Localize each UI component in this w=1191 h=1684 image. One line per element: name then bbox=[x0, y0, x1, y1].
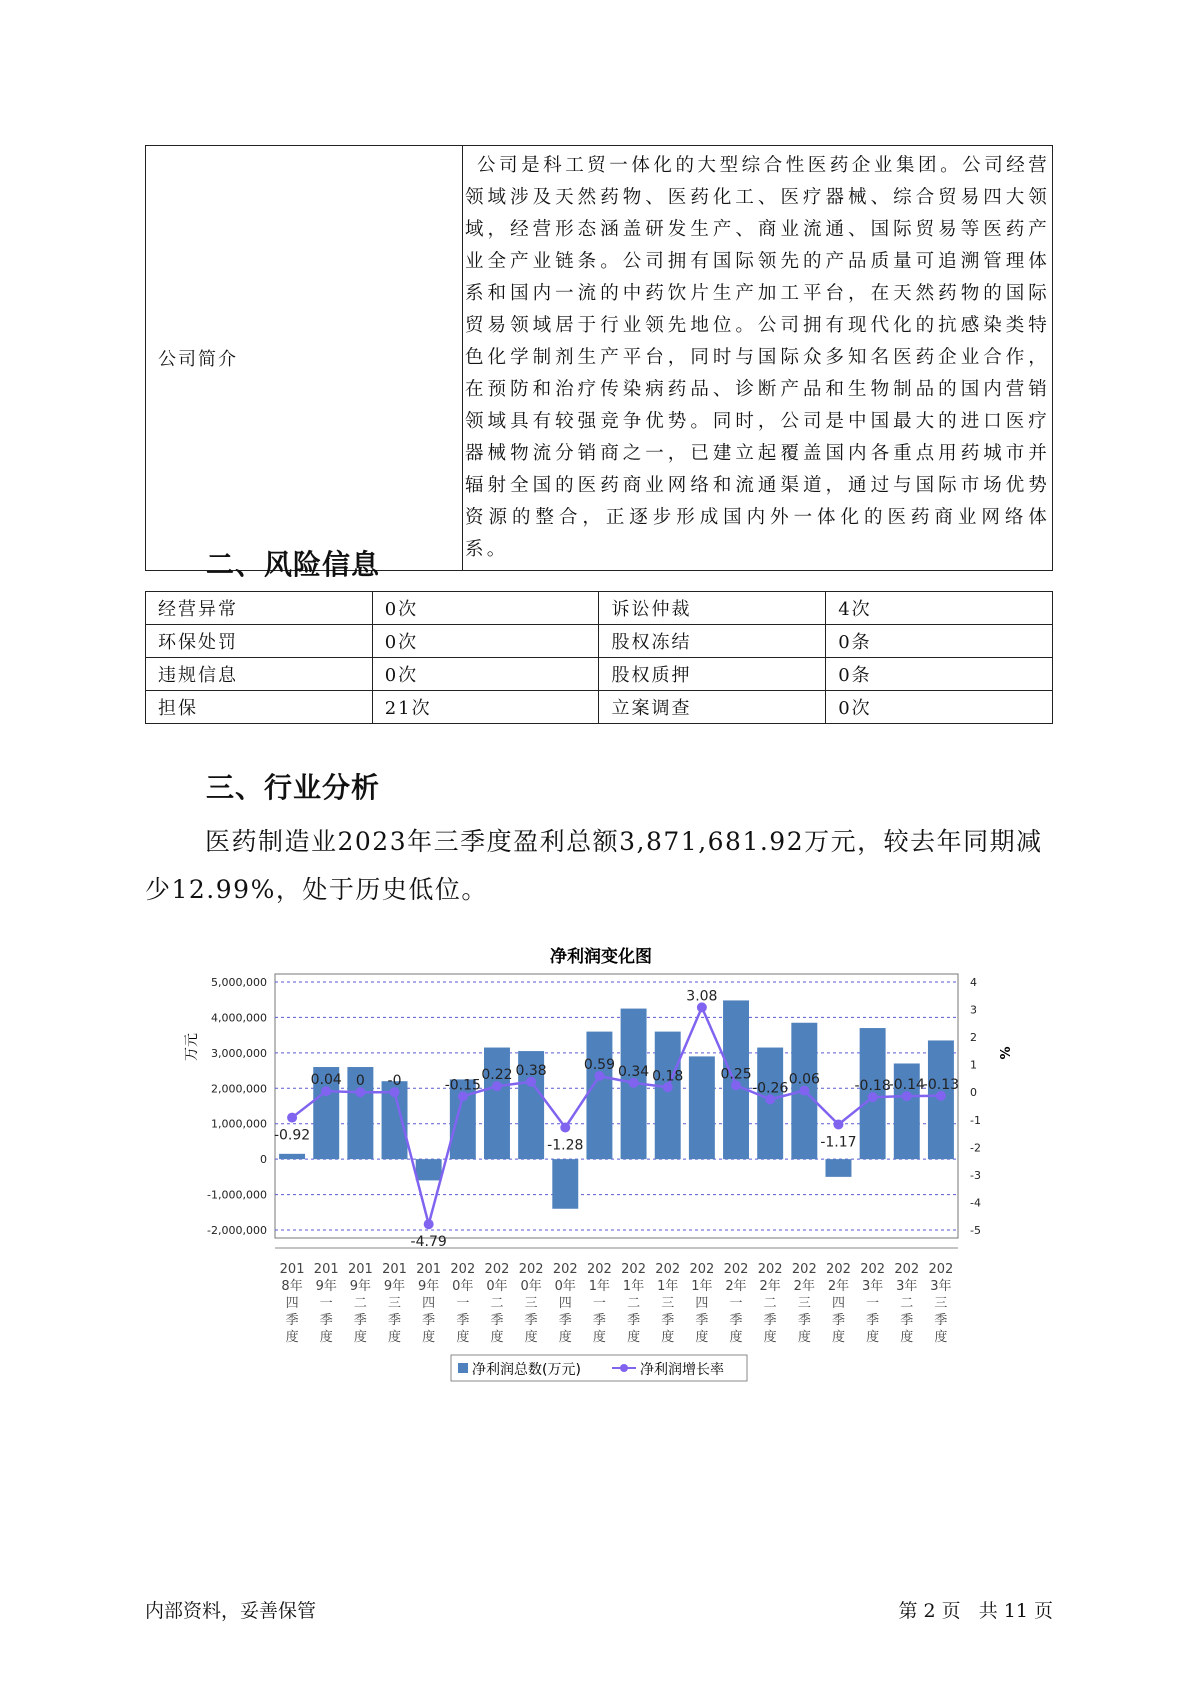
risk-label: 股权质押 bbox=[599, 658, 826, 691]
risk-value: 0次 bbox=[372, 625, 599, 658]
risk-label: 经营异常 bbox=[146, 592, 373, 625]
x-tick-label: 季 bbox=[592, 1313, 606, 1328]
x-tick-label: 9年 bbox=[383, 1279, 406, 1294]
x-tick-label: 三 bbox=[934, 1296, 948, 1311]
x-tick-label: 2年 bbox=[725, 1279, 747, 1294]
x-tick-label: 一 bbox=[456, 1296, 470, 1311]
risk-value: 0次 bbox=[826, 691, 1053, 724]
x-tick-label: 度 bbox=[319, 1330, 333, 1345]
risk-value: 0条 bbox=[826, 658, 1053, 691]
x-tick-label: 季 bbox=[900, 1313, 914, 1328]
x-tick-label: 季 bbox=[524, 1313, 538, 1328]
y-tick-label: 3,000,000 bbox=[211, 1046, 267, 1060]
x-tick-label: 度 bbox=[456, 1330, 470, 1345]
line-point bbox=[424, 1219, 434, 1229]
legend-bar-label: 净利润总数(万元) bbox=[472, 1362, 581, 1378]
x-tick-label: 度 bbox=[490, 1330, 504, 1345]
x-tick-label: 季 bbox=[353, 1313, 367, 1328]
x-tick-label: 度 bbox=[729, 1330, 743, 1345]
bar bbox=[552, 1159, 578, 1209]
y-axis bbox=[207, 976, 267, 1237]
y2-tick-label: -2 bbox=[970, 1141, 981, 1155]
risk-value: 0次 bbox=[372, 658, 599, 691]
x-tick-label: 季 bbox=[388, 1313, 402, 1328]
risk-value: 0条 bbox=[826, 625, 1053, 658]
data-label: 0.04 bbox=[310, 1072, 342, 1089]
x-tick-label: 季 bbox=[558, 1313, 572, 1328]
table-row bbox=[146, 592, 1053, 625]
bar bbox=[484, 1048, 510, 1160]
x-tick-label: 度 bbox=[661, 1330, 675, 1345]
x-tick-label: 202 bbox=[723, 1262, 749, 1277]
x-tick-label: 0年 bbox=[452, 1279, 474, 1294]
net-profit-chart bbox=[0, 930, 1191, 1400]
x-tick-label: 季 bbox=[763, 1313, 777, 1328]
x-tick-label: 9年 bbox=[418, 1279, 440, 1294]
x-tick-label: 8年 bbox=[281, 1279, 303, 1294]
footer-left: 内部资料，妥善保管 bbox=[145, 1600, 317, 1622]
x-tick-label: 季 bbox=[934, 1313, 948, 1328]
bar bbox=[279, 1154, 305, 1159]
y-tick-label: 1,000,000 bbox=[211, 1117, 267, 1131]
y-tick-label: 2,000,000 bbox=[211, 1082, 267, 1096]
x-tick-label: 四 bbox=[422, 1296, 436, 1311]
x-tick-label: 201 bbox=[382, 1262, 407, 1277]
y-tick-label: -1,000,000 bbox=[207, 1188, 267, 1202]
legend-line-label: 净利润增长率 bbox=[640, 1362, 724, 1378]
x-tick-label: 一 bbox=[866, 1296, 880, 1311]
x-tick-label: 201 bbox=[279, 1262, 305, 1277]
line-point bbox=[287, 1113, 297, 1123]
data-label: 0.22 bbox=[481, 1067, 513, 1084]
y2-tick-label: 2 bbox=[970, 1031, 977, 1045]
data-label: -0.26 bbox=[752, 1080, 789, 1097]
x-tick-label: 0年 bbox=[520, 1279, 542, 1294]
plot-frame bbox=[275, 974, 958, 1238]
x-tick-label: 度 bbox=[866, 1330, 880, 1345]
data-label: 0.25 bbox=[720, 1066, 752, 1083]
data-label: -0.13 bbox=[922, 1076, 960, 1093]
line-point bbox=[833, 1119, 843, 1129]
x-tick-label: 季 bbox=[456, 1313, 470, 1328]
x-tick-label: 一 bbox=[729, 1296, 743, 1311]
x-tick-label: 季 bbox=[422, 1313, 436, 1328]
risk-value: 0次 bbox=[372, 592, 599, 625]
risk-section-title: 二、风险信息 bbox=[206, 548, 381, 581]
data-label: 0.18 bbox=[652, 1068, 684, 1085]
industry-paragraph: 医药制造业2023年三季度盈利总额3,871,681.92万元，较去年同期减少12.99%，处于历史低位。 bbox=[145, 827, 1043, 904]
profile-label: 公司简介 bbox=[146, 146, 463, 571]
y2-tick-label: 0 bbox=[970, 1086, 977, 1100]
data-label: -0.18 bbox=[854, 1078, 891, 1095]
y2-tick-label: -4 bbox=[970, 1196, 981, 1210]
x-tick-label: 度 bbox=[388, 1330, 402, 1345]
y2-axis-label: % bbox=[999, 1046, 1014, 1060]
x-tick-label: 度 bbox=[353, 1330, 367, 1345]
x-tick-label: 2年 bbox=[827, 1279, 850, 1294]
data-label: 0.59 bbox=[583, 1056, 616, 1073]
profile-text: 公司是科工贸一体化的大型综合性医药企业集团。公司经营领域涉及天然药物、医药化工、医疗器械、综合贸易四大领域，经营形态涵盖研发生产、商业流通、国际贸易等医药产业全产业链条。公司拥有国际领先的产品质量可追溯管理体系和国内一流的中药饮片生产加工平台，在天然药物的国际贸易领域居于行业领先地位。公司拥有现代化的抗感染类特色化学制剂生产平台，同时与国际众多知名医药企业合作，在预防和治疗传染病药品、诊断产品和生物制品的国内营销领域具有较强竞争优势。同时，公司是中国最大的进口医疗器械物流分销商之一，已建立起覆盖国内各重点用药城市并辐射全国的医药商业网络和流通渠道，通过与国际市场优势资源的整合，正逐步形成国内外一体化的医药商业网络体系。 bbox=[463, 146, 1053, 571]
x-tick-label: 季 bbox=[729, 1313, 743, 1328]
legend-line-marker bbox=[620, 1364, 628, 1372]
x-tick-label: 二 bbox=[900, 1296, 914, 1311]
x-tick-label: 2年 bbox=[759, 1279, 781, 1294]
x-tick-label: 201 bbox=[313, 1262, 339, 1277]
x-tick-label: 度 bbox=[695, 1330, 709, 1345]
line-point bbox=[560, 1122, 570, 1132]
x-tick-label: 202 bbox=[587, 1262, 612, 1277]
x-tick-label: 度 bbox=[285, 1330, 299, 1345]
x-tick-label: 202 bbox=[689, 1262, 715, 1277]
x-tick-label: 度 bbox=[900, 1330, 914, 1345]
table-row bbox=[146, 625, 1053, 658]
x-tick-label: 202 bbox=[791, 1262, 817, 1277]
data-label: 0 bbox=[355, 1073, 365, 1090]
x-tick-label: 3年 bbox=[896, 1279, 918, 1294]
x-tick-label: 202 bbox=[655, 1262, 681, 1277]
x-tick-label: 季 bbox=[661, 1313, 675, 1328]
x-tick-label: 季 bbox=[627, 1313, 641, 1328]
x-tick-label: 度 bbox=[934, 1330, 948, 1345]
page-number: 第 2 页 共 11 页 bbox=[898, 1600, 1053, 1622]
x-tick-label: 9年 bbox=[315, 1279, 337, 1294]
x-tick-label: 一 bbox=[592, 1296, 606, 1311]
x-tick-label: 202 bbox=[484, 1262, 510, 1277]
x-tick-label: 202 bbox=[894, 1262, 920, 1277]
y-tick-label: 5,000,000 bbox=[211, 976, 267, 989]
x-tick-label: 1年 bbox=[588, 1279, 611, 1294]
data-label: -0.14 bbox=[888, 1077, 925, 1094]
x-tick-label: 季 bbox=[695, 1313, 709, 1328]
x-tick-label: 季 bbox=[831, 1313, 845, 1328]
x-tick-label: 201 bbox=[347, 1262, 373, 1277]
x-tick-label: 季 bbox=[797, 1313, 811, 1328]
x-tick-label: 1年 bbox=[622, 1279, 645, 1294]
x-tick-label: 202 bbox=[860, 1262, 886, 1277]
bar bbox=[825, 1159, 851, 1177]
x-tick-label: 202 bbox=[552, 1262, 578, 1277]
x-tick-label: 二 bbox=[627, 1296, 641, 1311]
x-tick-label: 1年 bbox=[691, 1279, 713, 1294]
line-series bbox=[274, 988, 959, 1250]
y-tick-label: 0 bbox=[260, 1153, 267, 1167]
bar bbox=[689, 1056, 715, 1159]
y2-tick-label: 3 bbox=[970, 1003, 977, 1017]
x-tick-label: 度 bbox=[763, 1330, 777, 1345]
x-tick-label: 三 bbox=[661, 1296, 675, 1311]
legend-bar-swatch bbox=[458, 1363, 468, 1373]
data-label: 0.38 bbox=[515, 1062, 547, 1079]
x-tick-label: 9年 bbox=[349, 1279, 372, 1294]
x-tick-label: 2年 bbox=[793, 1279, 815, 1294]
risk-label: 立案调查 bbox=[599, 691, 826, 724]
x-tick-label: 三 bbox=[524, 1296, 538, 1311]
y2-axis bbox=[970, 976, 981, 1237]
data-label: -4.79 bbox=[410, 1234, 447, 1251]
x-tick-label: 三 bbox=[797, 1296, 811, 1311]
x-tick-label: 四 bbox=[831, 1296, 845, 1311]
x-tick-label: 四 bbox=[558, 1296, 572, 1311]
y2-tick-label: 1 bbox=[970, 1058, 977, 1072]
risk-label: 诉讼仲裁 bbox=[599, 592, 826, 625]
x-tick-label: 202 bbox=[757, 1262, 783, 1277]
x-tick-label: 0年 bbox=[486, 1279, 508, 1294]
x-tick-label: 202 bbox=[621, 1262, 646, 1277]
x-tick-label: 季 bbox=[490, 1313, 504, 1328]
x-tick-label: 度 bbox=[422, 1330, 436, 1345]
data-label: -0.92 bbox=[273, 1127, 311, 1144]
y-axis-label: 万元 bbox=[184, 1033, 200, 1061]
risk-table bbox=[145, 591, 1053, 724]
data-label: -1.28 bbox=[547, 1137, 584, 1154]
x-tick-label: 度 bbox=[558, 1330, 572, 1345]
x-tick-label: 二 bbox=[353, 1296, 367, 1311]
data-label: 0.34 bbox=[617, 1063, 650, 1080]
x-tick-label: 202 bbox=[518, 1262, 544, 1277]
x-tick-label: 季 bbox=[866, 1313, 880, 1328]
chart-grid bbox=[275, 974, 958, 1238]
risk-value: 21次 bbox=[372, 691, 599, 724]
table-row bbox=[146, 658, 1053, 691]
x-tick-label: 一 bbox=[319, 1296, 333, 1311]
x-tick-label: 度 bbox=[831, 1330, 845, 1345]
y2-tick-label: -5 bbox=[970, 1224, 981, 1237]
x-tick-label: 季 bbox=[319, 1313, 333, 1328]
y2-tick-label: 4 bbox=[970, 976, 977, 989]
x-tick-label: 二 bbox=[490, 1296, 504, 1311]
x-tick-label: 201 bbox=[416, 1262, 442, 1277]
x-tick-label: 三 bbox=[388, 1296, 402, 1311]
chart-title: 净利润变化图 bbox=[550, 947, 652, 967]
risk-value: 4次 bbox=[826, 592, 1053, 625]
x-tick-label: 202 bbox=[928, 1262, 954, 1277]
data-label: -1.17 bbox=[820, 1134, 857, 1151]
data-label: -0.15 bbox=[444, 1077, 481, 1094]
x-tick-label: 0年 bbox=[554, 1279, 576, 1294]
y-tick-label: -2,000,000 bbox=[207, 1224, 267, 1237]
x-tick-label: 二 bbox=[763, 1296, 777, 1311]
data-label: -0 bbox=[387, 1073, 402, 1090]
data-label: 0.06 bbox=[788, 1071, 820, 1088]
x-tick-label: 度 bbox=[627, 1330, 641, 1345]
data-label: 3.08 bbox=[686, 988, 718, 1005]
x-tick-label: 3年 bbox=[861, 1279, 884, 1294]
chart-legend bbox=[451, 1355, 747, 1381]
bar bbox=[655, 1032, 681, 1160]
x-tick-label: 四 bbox=[695, 1296, 709, 1311]
x-tick-label: 四 bbox=[285, 1296, 299, 1311]
risk-label: 担保 bbox=[146, 691, 373, 724]
risk-label: 股权冻结 bbox=[599, 625, 826, 658]
x-tick-label: 度 bbox=[797, 1330, 811, 1345]
x-tick-label: 1年 bbox=[657, 1279, 679, 1294]
bar bbox=[416, 1159, 442, 1180]
x-tick-label: 202 bbox=[826, 1262, 851, 1277]
y-tick-label: 4,000,000 bbox=[211, 1011, 267, 1025]
y2-tick-label: -1 bbox=[970, 1113, 981, 1127]
x-tick-label: 202 bbox=[450, 1262, 476, 1277]
risk-label: 环保处罚 bbox=[146, 625, 373, 658]
x-tick-label: 3年 bbox=[930, 1279, 952, 1294]
risk-label: 违规信息 bbox=[146, 658, 373, 691]
table-row bbox=[146, 691, 1053, 724]
x-tick-label: 季 bbox=[285, 1313, 299, 1328]
x-axis-labels bbox=[275, 1248, 958, 1345]
y2-tick-label: -3 bbox=[970, 1168, 981, 1182]
bar bbox=[586, 1032, 612, 1160]
x-tick-label: 度 bbox=[592, 1330, 606, 1345]
industry-section-title: 三、行业分析 bbox=[206, 771, 381, 804]
company-profile-table bbox=[145, 145, 1053, 571]
x-tick-label: 度 bbox=[524, 1330, 538, 1345]
bar-series bbox=[279, 1000, 954, 1208]
